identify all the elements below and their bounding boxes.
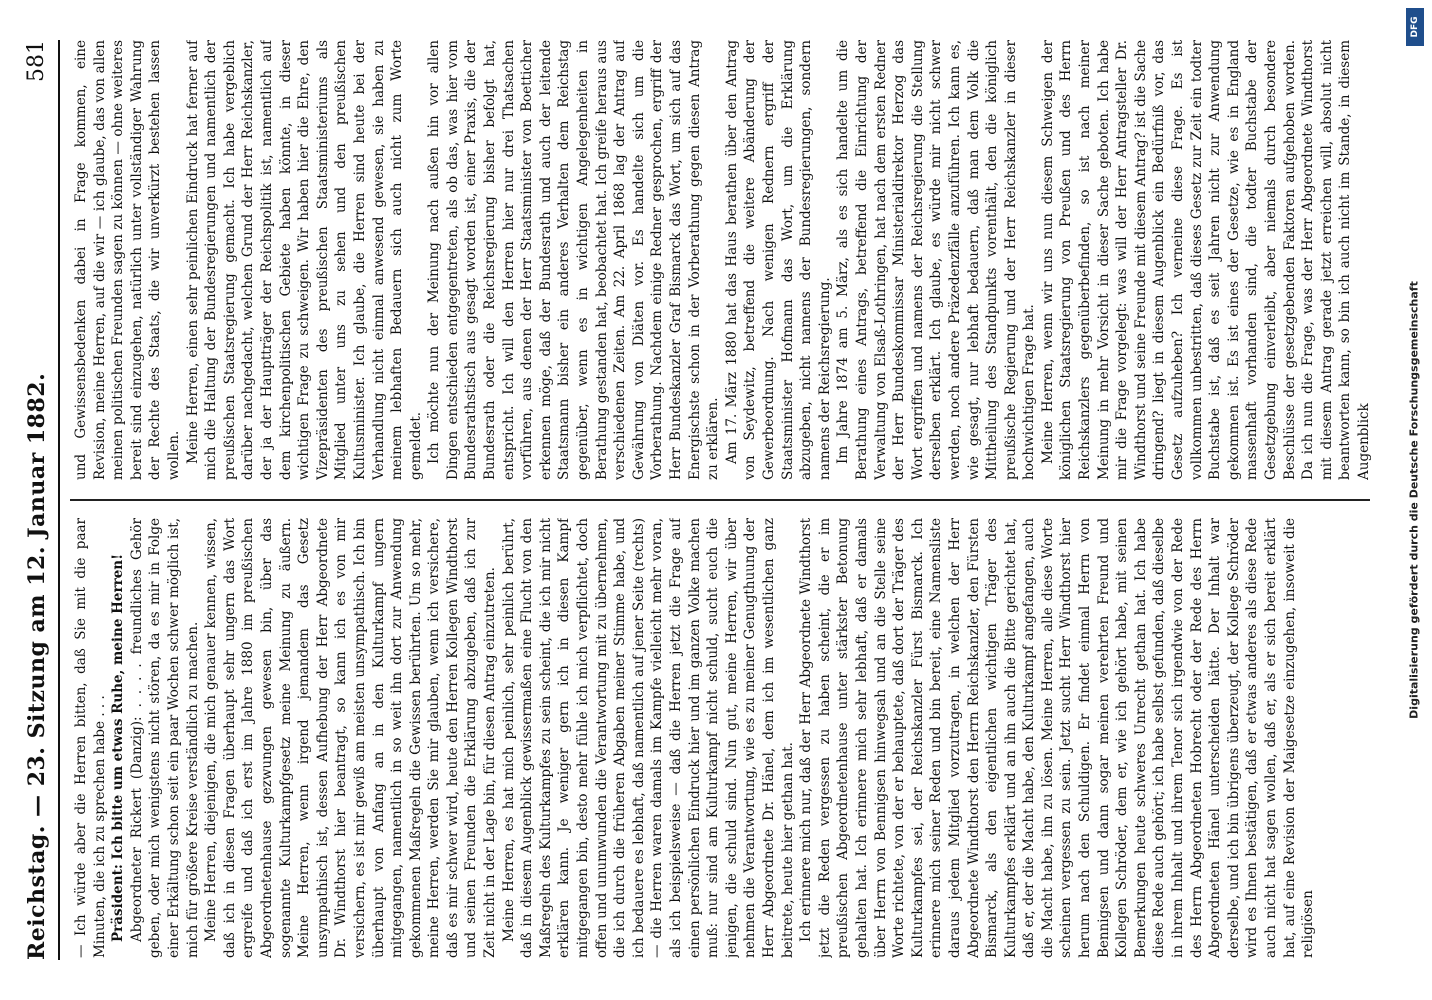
left-column: [72, 518, 1372, 958]
paragraph: Am 17. März 1880 hat das Haus berathen über den Antrag von Seydewitz, betreffend die weitere Abänderung der Gewerbeordnung. Nach wenigen Rednern ergriff der Staatsminister Hofmann das Wort, um die Erklärung abzugeben, nicht namens der Bundesregierungen, sondern namens der Reichsregierung.: [723, 40, 833, 480]
paragraph: Ich erinnere mich nur, daß der Herr Abgeordnete Windthorst jetzt die Reden vergessen zu haben scheint, die er im preußischen Abgeordnetenhause unter stärkster Betonung gehalten hat. Ich erinnere mich sehr lebhaft, daß er damals über Herrn von Bennigsen hinwegsah und an die Stelle seine Worte richtete, von der er behauptete, daß dort der Träger des Kulturkampfes sei, der Reichskanzler Fürst Bismarck. Ich erinnere mich seiner Reden und bin bereit, eine Namensliste daraus jedem Mitglied vorzutragen, in welchen der Herr Abgeordnete Windthorst den Herrn Reichskanzler, den Fürsten Bismarck, als den eigentlichen wichtigen Träger des Kulturkampfes erklärt und an ihn auch die Bitte gerichtet hat, daß er, der die Macht habe, den Kulturkampf angefangen, auch die Macht habe, ihn zu lösen. Meine Herren, alle diese Worte scheinen vergessen zu sein. Jetzt sucht Herr Windthorst hier herum nach den Schuldigen. Er findet einmal Herrn von Bennigsen und dann sogar meinen verehrten Freund und Kollegen Schröder, dem er, wie ich gehört habe, mit seinen Bemerkungen heute schweres Unrecht gethan hat. Ich habe diese Rede auch gehört; ich habe selbst gefunden, daß dieselbe in ihrem Inhalt und ihrem Tenor sich irgendwie von der Rede des Herrn Abgeordneten Hobrecht oder der Rede des Herrn Abgeordneten Hänel unterscheiden hätte. Der Inhalt war derselbe, und ich bin übrigens überzeugt, der Kollege Schröder wird es Ihnen bestätigen, daß er etwas anderes als diese Rede auch nicht hat sagen wollen, daß er, als er sich bereit erklärt hat, auf eine Revision der Maigesetze einzugehen, insoweit die religiösen: [798, 518, 1317, 958]
paragraph: Ich möchte nun der Meinung nach außen hin vor allen Dingen entschieden entgegentreten, als ob das, was hier vom Bundesrathstisch aus gesagt worden ist, einer Praxis, die der Bundesrath oder die Reichsregierung bisher befolgt hat, entspricht. Ich will den Herren hier nur drei Thatsachen vorführen, aus denen der Herr Staatsminister von Boetticher erkennen möge, daß der Bundesrath und auch der leitende Staatsmann bisher ein anderes Verhalten dem Reichstag gegenüber, wenn es in wichtigen Angelegenheiten in Berathung gestanden hat, beobachtet hat. Ich greife heraus aus verschiedenen Zeiten. Am 22. April 1868 lag der Antrag auf Gewährung von Diäten vor. Es handelte sich um die Vorberathung. Nachdem einige Redner gesprochen, ergriff der Herr Bundeskanzler Graf Bismarck das Wort, um sich auf das Energischste schon in der Vorberathung gegen diesen Antrag zu erklären.: [426, 40, 722, 480]
running-title: Reichstag. — 23. Sitzung am 12. Januar 1882.: [24, 372, 50, 960]
column-divider: [70, 499, 1370, 501]
page-number: 581: [24, 40, 49, 82]
dfg-logo-icon: DFG: [1406, 8, 1424, 46]
paragraph: Meine Herren, diejenigen, die mich genauer kennen, wissen, daß ich in diesen Fragen überhaupt sehr ungern das Wort ergreife und daß ich erst im Jahre 1880 im preußischen Abgeordnetenhause gezwungen gewesen bin, über das sogenannte Kulturkampfgesetz meine Meinung zu äußern. Meine Herren, wenn irgend jemandem das Gesetz unsympathisch ist, dessen Aufhebung der Herr Abgeordnete Dr. Windthorst hier beantragt, so kann ich es von mir versichern, es ist mir gewiß am meisten unsympathisch. Ich bin überhaupt von Anfang an in den Kulturkampf ungern mitgegangen, namentlich in so weit ihn dort zur Anwendung gekommenen Maßregeln die Gewissen berührten. Um so mehr, meine Herren, werden Sie mir glauben, wenn ich versichere, daß es mir schwer wird, heute den Herren Kollegen Windthorst und seinen Freunden die Erklärung abzugeben, daß ich zur Zeit nicht in der Lage bin, für diesen Antrag einzutreten.: [203, 518, 499, 958]
credit-text: Digitalisierung gefördert durch die Deutsche Forschungsgemeinschaft: [1407, 281, 1421, 719]
header-rule: [58, 40, 60, 960]
digitization-credit: [1400, 0, 1428, 1000]
paragraph: Meine Herren, einen sehr peinlichen Eindruck hat ferner auf mich die Haltung der Bundesregierungen und namentlich der preußischen Staatsregierung gemacht. Ich habe vergeblich darüber nachgedacht, welchen Grund der Herr Reichskanzler, der ja der Hauptträger der Reichspolitik ist, namentlich auf dem kirchenpolitischen Gebiete haben könnte, in dieser wichtigen Frage zu schweigen. Wir haben hier die Ehre, den Vizepräsidenten des preußischen Staatsministeriums als Mitglied unter uns zu sehen und den preußischen Kultusminister. Ich glaube, die Herren sind heute bei der Verhandlung nicht einmal anwesend gewesen, sie haben zu meinem lebhaften Bedauern sich auch nicht zum Worte gemeldet.: [184, 40, 424, 480]
right-column: [72, 40, 1372, 480]
paragraph: und Gewissensbedenken dabei in Frage kommen, eine Revision, meine Herren, auf die wir — ich glaube, das von allen meinen politischen Freunden sagen zu können — ohne weiteres bereit sind einzugehen, natürlich unter vollständiger Wahrung der Rechte des Staats, die wir unverkürzt bestehen lassen wollen.: [73, 40, 182, 480]
page-header: [14, 40, 58, 960]
paragraph-president: Präsident: Ich bitte um etwas Ruhe, meine Herren!: [110, 553, 127, 942]
paragraph: Meine Herren, wenn wir uns nun diesem Schweigen der königlichen Staatsregierung von Preußen und des Herrn Reichskanzlers gegenüberbefinden, so ist nach meiner Meinung in mehr Vorsicht in dieser Sache geboten. Ich habe mir die Frage vorgelegt: was will der Herr Antragsteller Dr. Windthorst und seine Freunde mit diesem Antrag? ist die Sache dringend? liegt in diesem Augenblick ein Bedürfniß vor, das Gesetz aufzuheben? Ich verneine diese Frage. Es ist vollkommen unbestritten, daß dieses Gesetz zur Zeit ein todter Buchstabe ist, daß es seit Jahren nicht zur Anwendung gekommen ist. Es ist eines der Gesetze, wie es in England massenhaft vorhanden sind, die todter Buchstabe der Gesetzgebung einverleibt, aber niemals durch besondere Beschlüsse der gesetzgebenden Faktoren aufgehoben worden. Da ich nun die Frage, was der Herr Abgeordnete Windthorst mit diesem Antrag gerade jetzt erreichen will, absolut nicht beantworten kann, so bin ich auch nicht im Stande, in diesem Augenblick: [1039, 40, 1372, 480]
paragraph: Abgeordneter Rickert (Danzig): . . . . freundliches Gehör geben, oder mich wenigstens nicht stören, da es mir in Folge einer Erkältung schon seit ein paar Wochen schwer möglich ist, mich für größere Kreise verständlich zu machen.: [128, 518, 201, 958]
paragraph: — Ich würde aber die Herren bitten, daß Sie mit die paar Minuten, die ich zu sprechen habe . . .: [73, 518, 108, 958]
paragraph: Meine Herren, es hat mich peinlich, sehr peinlich berührt, daß in diesem Augenblick gewissermaßen eine Flucht von den Maßregeln des Kulturkampfes zu sein scheint, die ich mir nicht erklären kann. Je weniger gern ich in diesen Kampf mitgegangen bin, desto mehr fühle ich mich verpflichtet, doch offen und unumwunden die Verantwortung mit zu übernehmen, die ich durch die früheren Abgaben meiner Stimme habe, und ich bedauere es lebhaft, daß namentlich auf jener Seite (rechts) — die Herren waren damals im Kampfe vielleicht mehr voran, als ich beispielsweise — daß die Herren jetzt die Frage auf einen persönlichen Eindruck hier und im ganzen Volke machen muß: nur sind am Kulturkampf nicht schuld, sucht euch die jenigen, die schuld sind. Nun gut, meine Herren, wir über nehmen die Verantwortung, wie es zu meiner Genugthuung der Herr Abgeordnete Dr. Hänel, dem ich im wesentlichen ganz beitrete, heute hier gethan hat.: [500, 518, 796, 958]
paragraph: Im Jahre 1874 am 5. März, als es sich handelte um die Berathung eines Antrags, betreffend die Einrichtung der Verwaltung von Elsaß-Lothringen, hat nach dem ersten Redner der Herr Bundeskommissar Ministerialdirektor Herzog das Wort ergriffen und namens der Reichsregierung die Stellung derselben erklärt. Ich glaube, es würde mir nicht schwer werden, noch andere Präzedenzfälle anzuführen. Ich kann es, wie gesagt, nur lebhaft bedauern, daß man dem Volk die Mittheilung des Standpunkts vorenthält, den die königlich preußische Regierung und der Herr Reichskanzler in dieser hochwichtigen Frage hat.: [835, 40, 1038, 480]
